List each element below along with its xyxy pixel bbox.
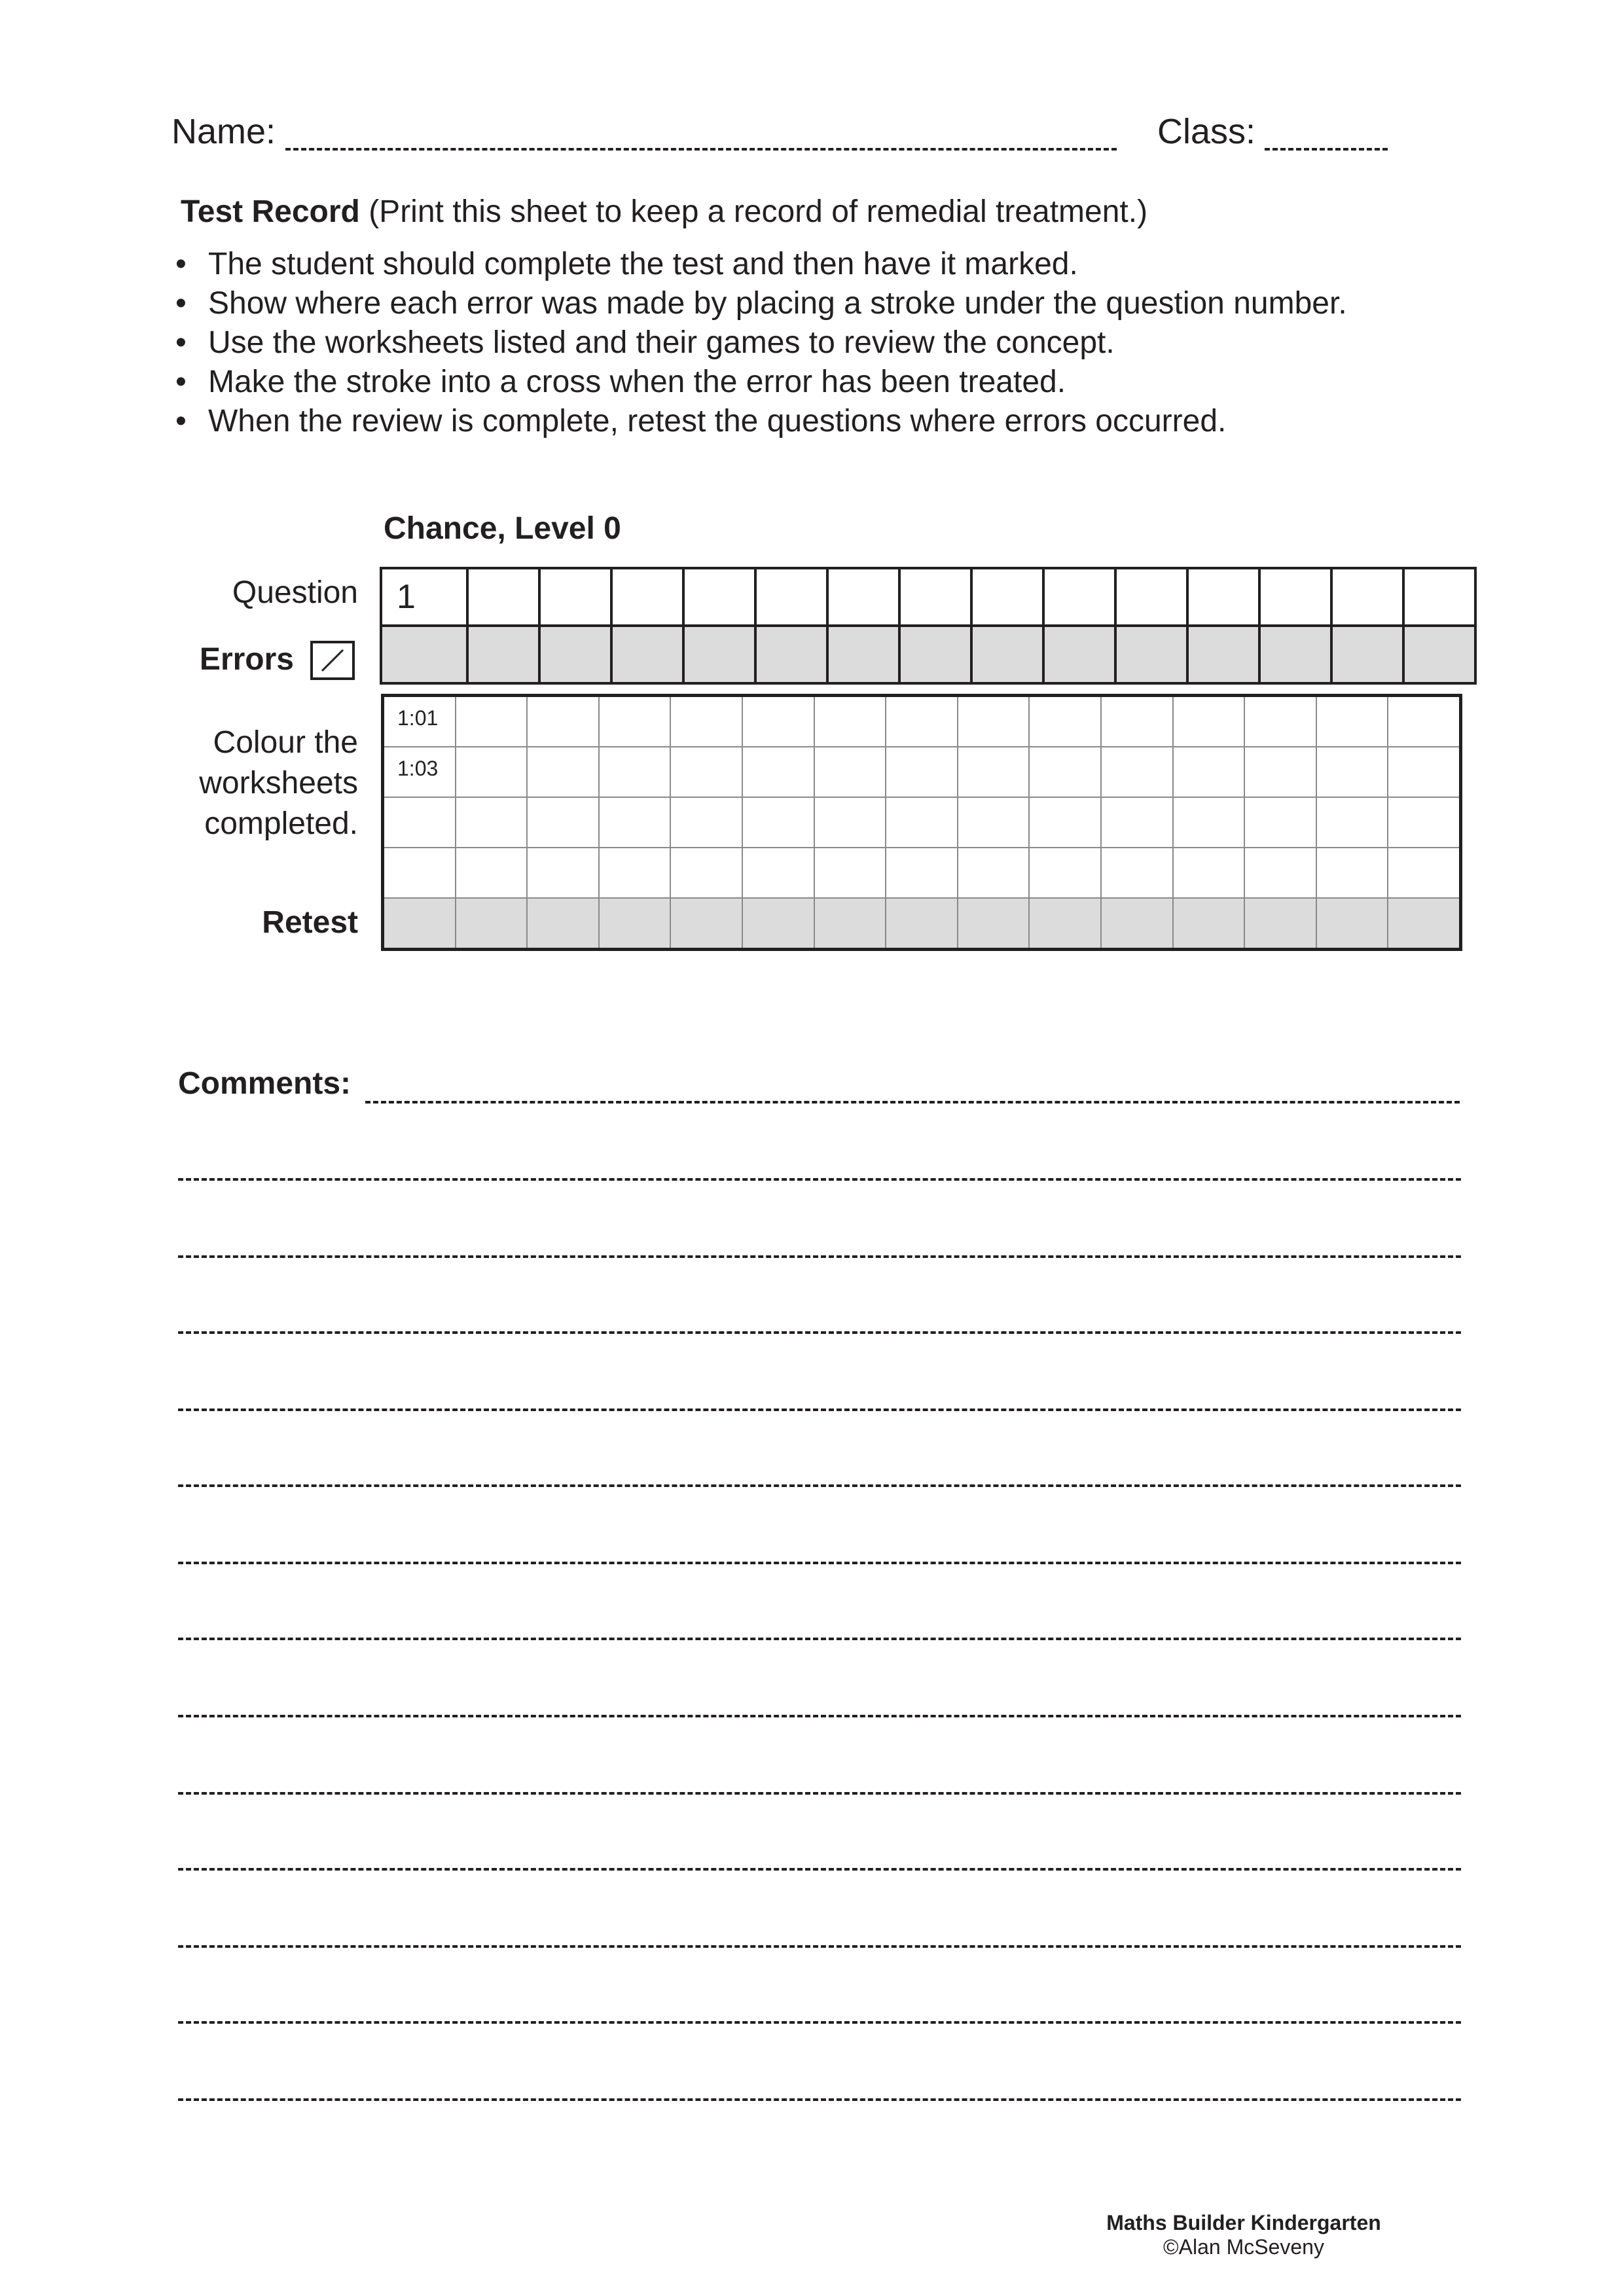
errors-label: Errors bbox=[199, 642, 294, 677]
retest-cell[interactable] bbox=[599, 898, 671, 950]
instruction-item: • Make the stroke into a cross when the error has been treated. bbox=[175, 363, 1589, 402]
worksheets-label-line: Colour the bbox=[213, 725, 358, 760]
worksheet-cell[interactable] bbox=[527, 848, 599, 898]
worksheet-cell[interactable] bbox=[599, 747, 671, 797]
test-record-heading bbox=[181, 194, 1147, 230]
worksheet-cell[interactable] bbox=[670, 797, 742, 848]
question-cell bbox=[899, 568, 971, 626]
retest-cell[interactable] bbox=[742, 898, 814, 950]
error-cell[interactable] bbox=[971, 626, 1043, 683]
question-cell bbox=[1043, 568, 1115, 626]
worksheet-cell[interactable] bbox=[1029, 747, 1101, 797]
error-cell[interactable] bbox=[1187, 626, 1259, 683]
worksheet-cell[interactable] bbox=[527, 696, 599, 747]
comment-line[interactable] bbox=[178, 1562, 1461, 1564]
retest-cell[interactable] bbox=[1244, 898, 1316, 950]
name-label: Name: bbox=[171, 112, 276, 151]
retest-cell[interactable] bbox=[1101, 898, 1173, 950]
question-cell bbox=[611, 568, 683, 626]
comment-line[interactable] bbox=[178, 2021, 1461, 2024]
question-cell bbox=[539, 568, 611, 626]
retest-cell[interactable] bbox=[1388, 898, 1460, 950]
worksheet-cell[interactable] bbox=[1101, 696, 1173, 747]
worksheet-row bbox=[383, 797, 1461, 848]
error-cell[interactable] bbox=[899, 626, 971, 683]
worksheet-cell[interactable] bbox=[1388, 747, 1460, 797]
instruction-item: • Use the worksheets listed and their games to review the concept. bbox=[175, 323, 1589, 363]
worksheet-cell[interactable] bbox=[670, 848, 742, 898]
comment-line[interactable] bbox=[178, 1792, 1461, 1795]
instruction-item: • When the review is complete, retest the questions where errors occurred. bbox=[175, 402, 1589, 441]
worksheet-code: 1:03 bbox=[397, 757, 439, 780]
comment-line[interactable] bbox=[365, 1101, 1460, 1103]
worksheet-cell[interactable] bbox=[383, 747, 456, 797]
worksheet-cell[interactable] bbox=[886, 797, 958, 848]
worksheets-label-line: worksheets bbox=[199, 766, 358, 800]
worksheet-cell[interactable] bbox=[1029, 696, 1101, 747]
error-cell[interactable] bbox=[755, 626, 827, 683]
worksheet-cell[interactable] bbox=[1029, 848, 1101, 898]
error-cell[interactable] bbox=[1331, 626, 1403, 683]
worksheet-cell[interactable] bbox=[527, 797, 599, 848]
worksheet-cell[interactable] bbox=[958, 797, 1030, 848]
worksheet-cell[interactable] bbox=[1244, 747, 1316, 797]
instruction-item: • Show where each error was made by placing a stroke under the question number. bbox=[175, 284, 1589, 323]
worksheet-cell[interactable] bbox=[670, 696, 742, 747]
worksheet-cell[interactable] bbox=[742, 696, 814, 747]
question-cell bbox=[755, 568, 827, 626]
worksheet-cell[interactable] bbox=[599, 797, 671, 848]
worksheet-row bbox=[383, 696, 1461, 747]
worksheet-cell[interactable] bbox=[1244, 848, 1316, 898]
error-cell[interactable] bbox=[467, 626, 539, 683]
footer-copyright: ©Alan McSeveny bbox=[1163, 2235, 1324, 2259]
retest-cell[interactable] bbox=[958, 898, 1030, 950]
retest-cell[interactable] bbox=[527, 898, 599, 950]
worksheet-cell[interactable] bbox=[1316, 696, 1388, 747]
question-cell bbox=[1115, 568, 1187, 626]
error-cell[interactable] bbox=[827, 626, 899, 683]
worksheets-label-line: completed. bbox=[204, 806, 358, 841]
worksheet-cell[interactable] bbox=[1101, 747, 1173, 797]
retest-cell[interactable] bbox=[670, 898, 742, 950]
error-cell[interactable] bbox=[1403, 626, 1475, 683]
worksheet-cell[interactable] bbox=[383, 696, 456, 747]
worksheet-cell[interactable] bbox=[1101, 797, 1173, 848]
test-record-title: Test Record bbox=[181, 194, 360, 229]
stroke-example-box bbox=[310, 641, 355, 680]
retest-cell[interactable] bbox=[814, 898, 886, 950]
worksheet-cell[interactable] bbox=[599, 696, 671, 747]
worksheet-cell[interactable] bbox=[1244, 797, 1316, 848]
worksheet-cell[interactable] bbox=[958, 848, 1030, 898]
chart-title: Chance, Level 0 bbox=[384, 511, 621, 546]
retest-cell[interactable] bbox=[456, 898, 528, 950]
comment-line[interactable] bbox=[178, 1868, 1461, 1871]
worksheet-cell[interactable] bbox=[599, 848, 671, 898]
question-cell bbox=[1259, 568, 1331, 626]
worksheet-cell[interactable] bbox=[1388, 696, 1460, 747]
worksheet-cell[interactable] bbox=[527, 747, 599, 797]
comment-line[interactable] bbox=[178, 1331, 1461, 1334]
footer bbox=[1047, 2211, 1440, 2259]
retest-cell[interactable] bbox=[1316, 898, 1388, 950]
comment-line[interactable] bbox=[178, 1484, 1461, 1487]
question-cell bbox=[1331, 568, 1403, 626]
worksheet-cell[interactable] bbox=[958, 696, 1030, 747]
worksheet-cell[interactable] bbox=[742, 747, 814, 797]
instruction-item: • The student should complete the test and then have it marked. bbox=[175, 245, 1589, 284]
error-cell[interactable] bbox=[1259, 626, 1331, 683]
question-cell: 1 bbox=[381, 568, 467, 626]
error-cell[interactable] bbox=[1043, 626, 1115, 683]
question-cell bbox=[683, 568, 755, 626]
worksheet-cell[interactable] bbox=[1029, 797, 1101, 848]
question-cell bbox=[1187, 568, 1259, 626]
worksheet-cell[interactable] bbox=[1173, 747, 1245, 797]
class-field[interactable] bbox=[1265, 148, 1388, 151]
worksheet-cell[interactable] bbox=[742, 848, 814, 898]
comment-line[interactable] bbox=[178, 1255, 1461, 1258]
comment-line[interactable] bbox=[178, 1638, 1461, 1640]
footer-title: Maths Builder Kindergarten bbox=[1106, 2211, 1381, 2234]
worksheet-grid bbox=[381, 694, 1462, 951]
question-cell bbox=[827, 568, 899, 626]
retest-label: Retest bbox=[262, 905, 358, 940]
worksheet-cell[interactable] bbox=[1388, 797, 1460, 848]
comment-line[interactable] bbox=[178, 1408, 1461, 1411]
worksheet-cell[interactable] bbox=[886, 848, 958, 898]
worksheet-cell[interactable] bbox=[1388, 848, 1460, 898]
worksheet-cell[interactable] bbox=[814, 848, 886, 898]
retest-cell[interactable] bbox=[383, 898, 456, 950]
worksheet-row bbox=[383, 848, 1461, 898]
worksheet-cell[interactable] bbox=[886, 747, 958, 797]
worksheet-cell[interactable] bbox=[958, 747, 1030, 797]
worksheet-cell[interactable] bbox=[814, 797, 886, 848]
comments-label: Comments: bbox=[178, 1066, 352, 1101]
worksheet-cell[interactable] bbox=[456, 747, 528, 797]
worksheet-cell[interactable] bbox=[814, 696, 886, 747]
worksheet-cell[interactable] bbox=[1316, 797, 1388, 848]
question-cell bbox=[467, 568, 539, 626]
name-field[interactable] bbox=[285, 148, 1117, 151]
retest-cell[interactable] bbox=[1173, 898, 1245, 950]
instruction-list bbox=[175, 245, 1589, 441]
worksheet-cell[interactable] bbox=[814, 747, 886, 797]
worksheet-cell[interactable] bbox=[456, 848, 528, 898]
comment-line[interactable] bbox=[178, 1945, 1461, 1948]
test-record-note: (Print this sheet to keep a record of remedial treatment.) bbox=[369, 194, 1148, 229]
worksheet-cell[interactable] bbox=[456, 696, 528, 747]
retest-row bbox=[383, 898, 1461, 950]
worksheet-cell[interactable] bbox=[1316, 747, 1388, 797]
worksheet-cell[interactable] bbox=[456, 797, 528, 848]
worksheet-row bbox=[383, 747, 1461, 797]
error-cell[interactable] bbox=[1115, 626, 1187, 683]
worksheet-cell[interactable] bbox=[383, 848, 456, 898]
worksheet-cell[interactable] bbox=[1173, 797, 1245, 848]
retest-cell[interactable] bbox=[1029, 898, 1101, 950]
stroke-icon bbox=[313, 643, 352, 677]
worksheet-cell[interactable] bbox=[1173, 848, 1245, 898]
error-cell[interactable] bbox=[683, 626, 755, 683]
error-cell[interactable] bbox=[381, 626, 467, 683]
error-cell[interactable] bbox=[611, 626, 683, 683]
question-grid bbox=[380, 567, 1477, 685]
worksheet-cell[interactable] bbox=[1244, 696, 1316, 747]
error-cell[interactable] bbox=[539, 626, 611, 683]
comment-line[interactable] bbox=[178, 2098, 1461, 2101]
worksheets-label bbox=[199, 723, 358, 844]
question-cell bbox=[971, 568, 1043, 626]
worksheet-cell[interactable] bbox=[383, 797, 456, 848]
worksheet-cell[interactable] bbox=[1101, 848, 1173, 898]
worksheet-cell[interactable] bbox=[670, 747, 742, 797]
worksheet-cell[interactable] bbox=[1173, 696, 1245, 747]
class-label: Class: bbox=[1157, 112, 1256, 151]
comment-line[interactable] bbox=[178, 1178, 1461, 1181]
question-label: Question bbox=[232, 575, 358, 610]
worksheet-code: 1:01 bbox=[397, 706, 439, 730]
worksheet-cell[interactable] bbox=[742, 797, 814, 848]
comment-line[interactable] bbox=[178, 1715, 1461, 1717]
retest-cell[interactable] bbox=[886, 898, 958, 950]
errors-row bbox=[381, 626, 1475, 683]
worksheet-cell[interactable] bbox=[886, 696, 958, 747]
question-cell bbox=[1403, 568, 1475, 626]
question-row bbox=[381, 568, 1475, 626]
worksheet-cell[interactable] bbox=[1316, 848, 1388, 898]
